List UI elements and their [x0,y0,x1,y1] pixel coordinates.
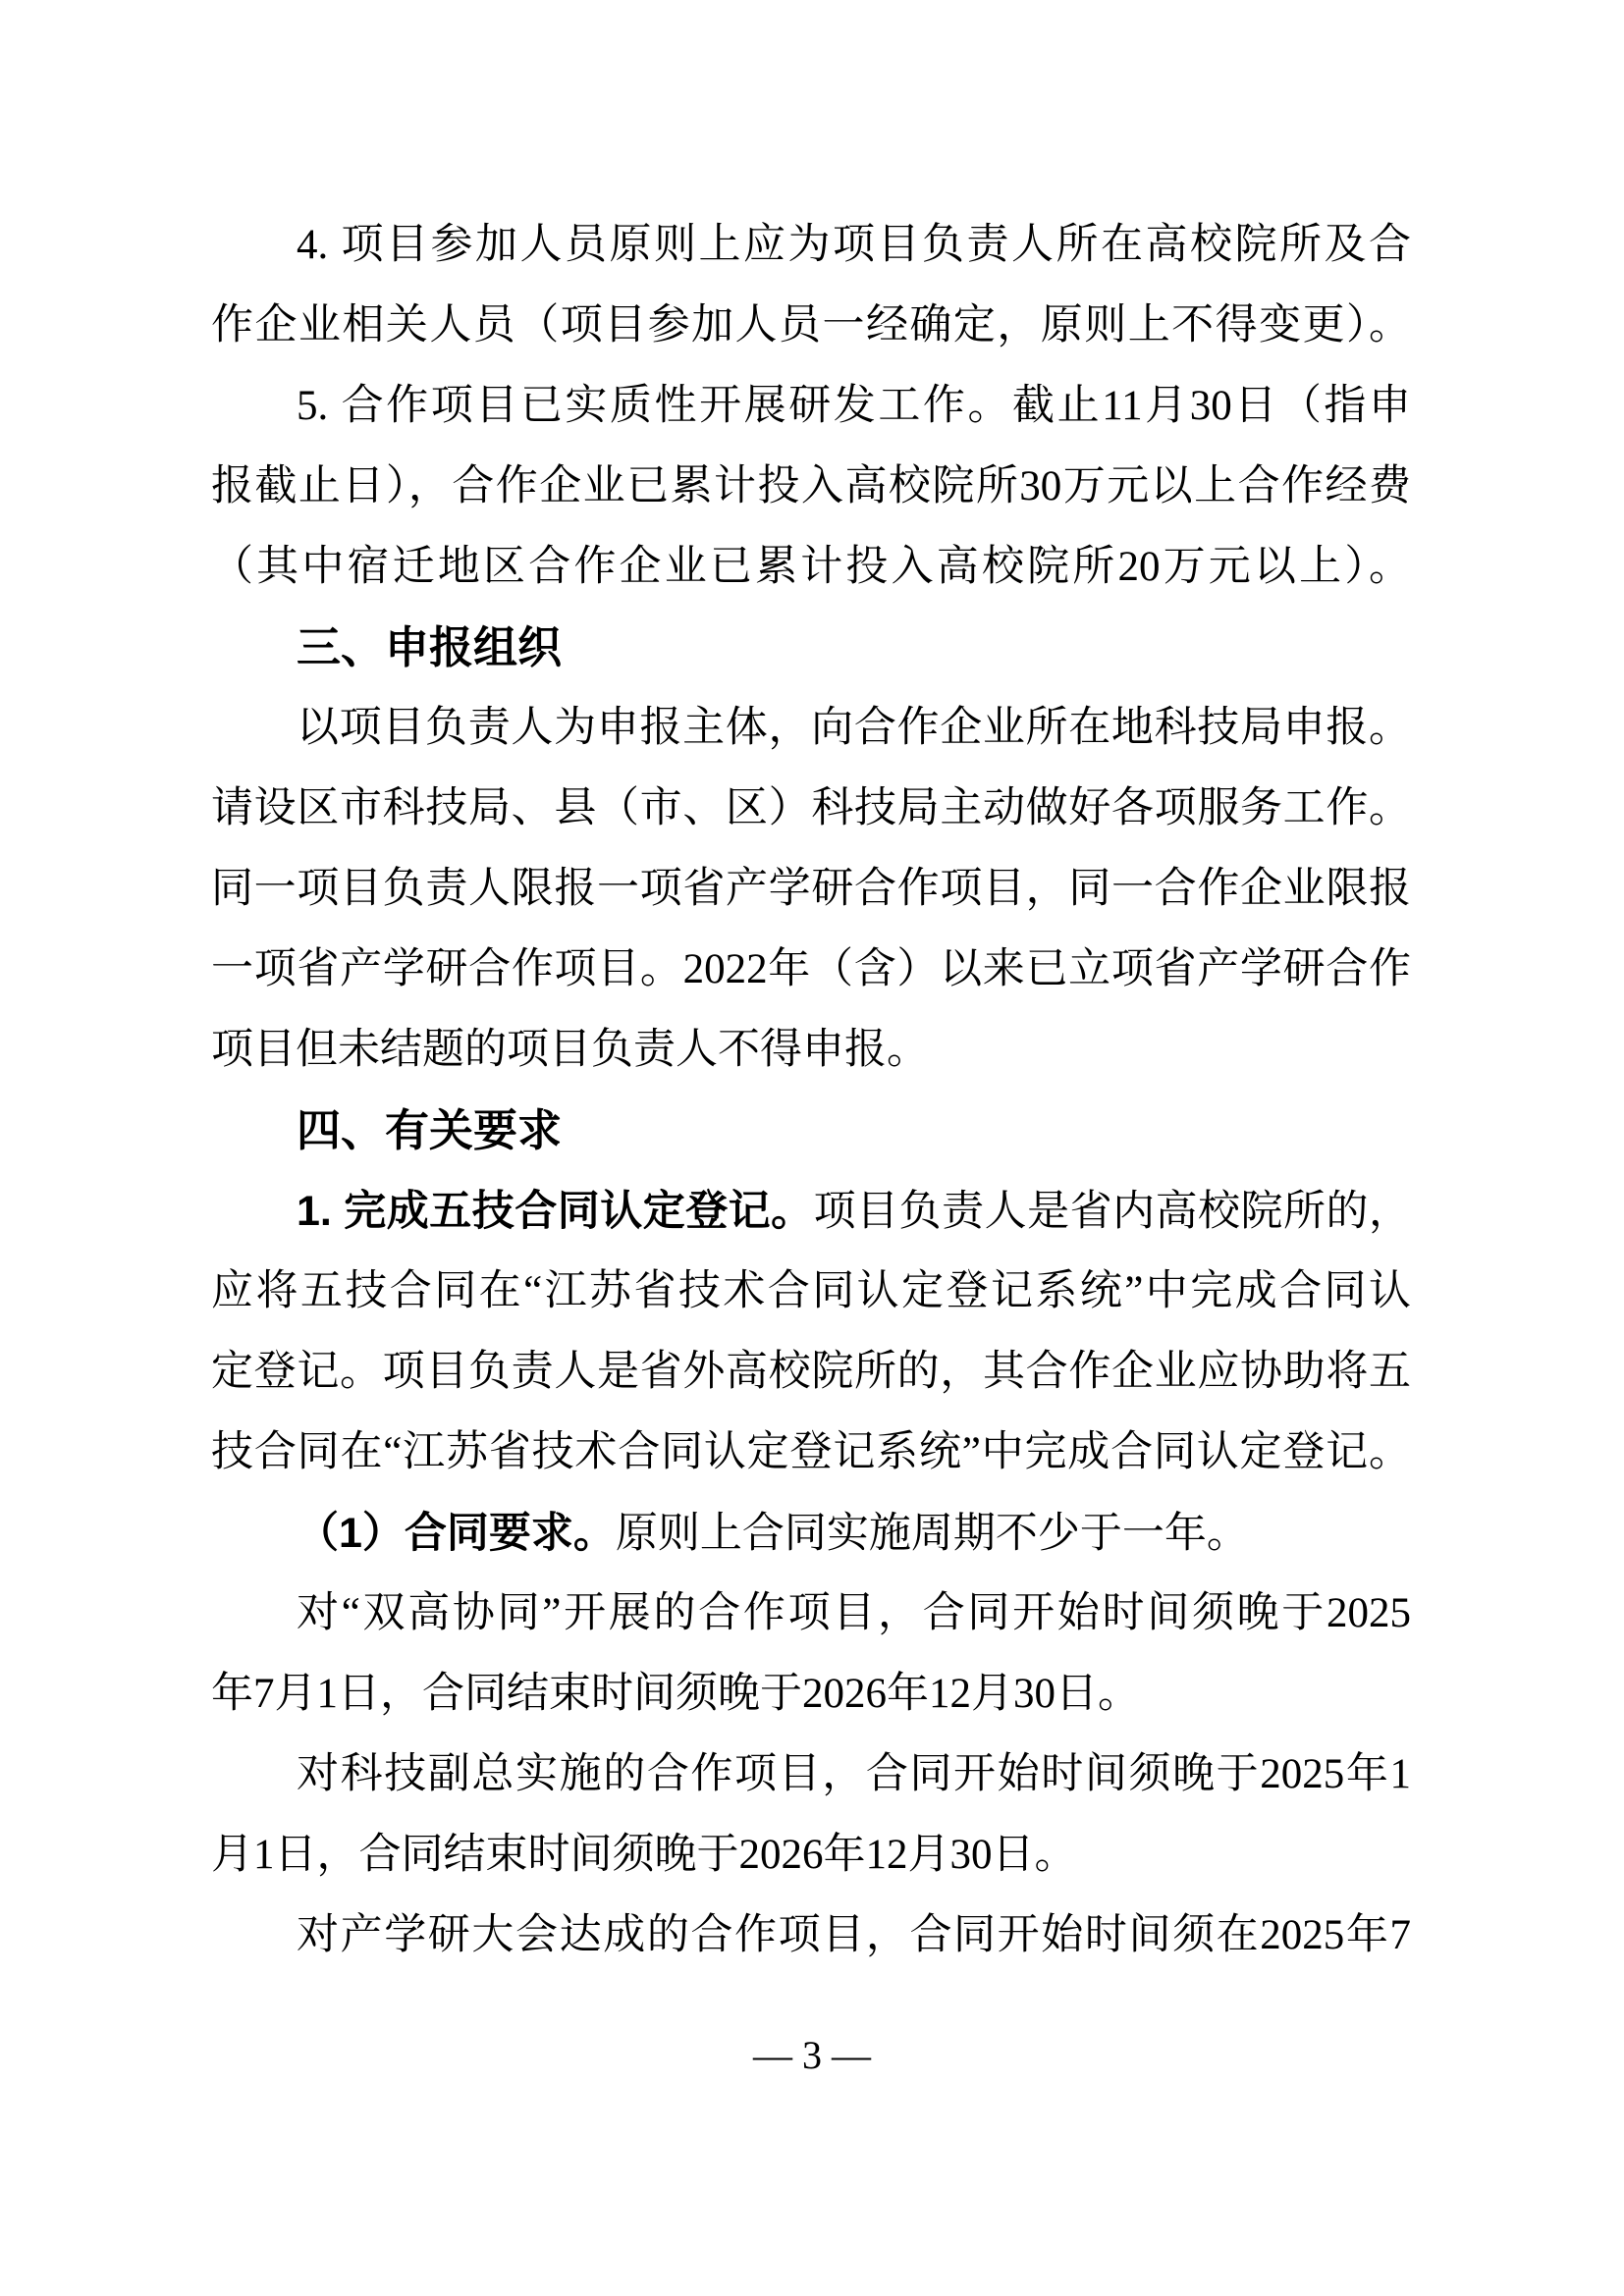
text-segment: 年7月1日，合同结束时间须晚于2026年12月30日。 [211,1671,1140,1717]
text-line [211,205,1411,286]
text-segment: 同一项目负责人限报一项省产学研合作项目，同一合作企业限报 [211,866,1411,912]
text-line [211,930,1411,1010]
text-line [211,1010,1411,1091]
text-line [211,1493,1411,1574]
text-segment: （1）合同要求。 [297,1510,616,1557]
text-segment: 项目负责人是省内高校院所的， [813,1189,1412,1235]
text-segment: 三、申报组织 [297,622,563,672]
text-segment: 项目但未结题的项目负责人不得申报。 [211,1027,929,1073]
text-line [211,849,1411,930]
section-heading [211,608,1411,688]
text-segment: 技合同在“江苏省技术合同认定登记系统”中完成合同认定登记。 [211,1429,1411,1475]
text-segment: 一项省产学研合作项目。2022年（含）以来已立项省产学研合作 [211,946,1411,992]
text-line [211,769,1411,849]
text-segment: 作企业相关人员（项目参加人员一经确定，原则上不得变更）。 [211,302,1411,348]
text-segment: 四、有关要求 [297,1105,563,1155]
text-segment: 1. 完成五技合同认定登记。 [297,1188,814,1235]
page-number: — 3 — [753,2033,871,2077]
text-segment: 请设区市科技局、县（市、区）科技局主动做好各项服务工作。 [211,785,1411,831]
text-segment: 以项目负责人为申报主体，向合作企业所在地科技局申报。 [297,705,1411,751]
text-segment: 对产学研大会达成的合作项目，合同开始时间须在2025年7 [297,1912,1411,1958]
text-line [211,688,1411,769]
text-line [211,1332,1411,1413]
text-line [211,1171,1411,1252]
text-line [211,1896,1411,1976]
text-segment: 定登记。项目负责人是省外高校院所的，其合作企业应协助将五 [211,1349,1411,1395]
section-heading [211,1091,1411,1171]
text-segment: （其中宿迁地区合作企业已累计投入高校院所20万元以上）。 [211,544,1411,590]
text-line [211,1815,1411,1896]
text-segment: 月1日，合同结束时间须晚于2026年12月30日。 [211,1832,1077,1878]
text-line [211,1252,1411,1332]
text-line [211,1654,1411,1735]
text-line [211,1735,1411,1815]
document-body [211,205,1411,1976]
text-segment: 4. 项目参加人员原则上应为项目负责人所在高校院所及合 [297,222,1411,268]
text-line [211,286,1411,366]
text-line [211,447,1411,527]
text-segment: 对科技副总实施的合作项目，合同开始时间须晚于2025年1 [297,1751,1411,1797]
text-segment: 原则上合同实施周期不少于一年。 [615,1511,1249,1557]
text-line [211,366,1411,447]
text-line [211,1574,1411,1654]
text-segment: 对“双高协同”开展的合作项目，合同开始时间须晚于2025 [297,1590,1411,1636]
text-line [211,527,1411,608]
text-line [211,1413,1411,1493]
text-segment: 报截止日），合作企业已累计投入高校院所30万元以上合作经费 [211,463,1411,509]
text-segment: 5. 合作项目已实质性开展研发工作。截止11月30日（指申 [297,383,1411,429]
text-segment: 应将五技合同在“江苏省技术合同认定登记系统”中完成合同认 [211,1268,1411,1314]
